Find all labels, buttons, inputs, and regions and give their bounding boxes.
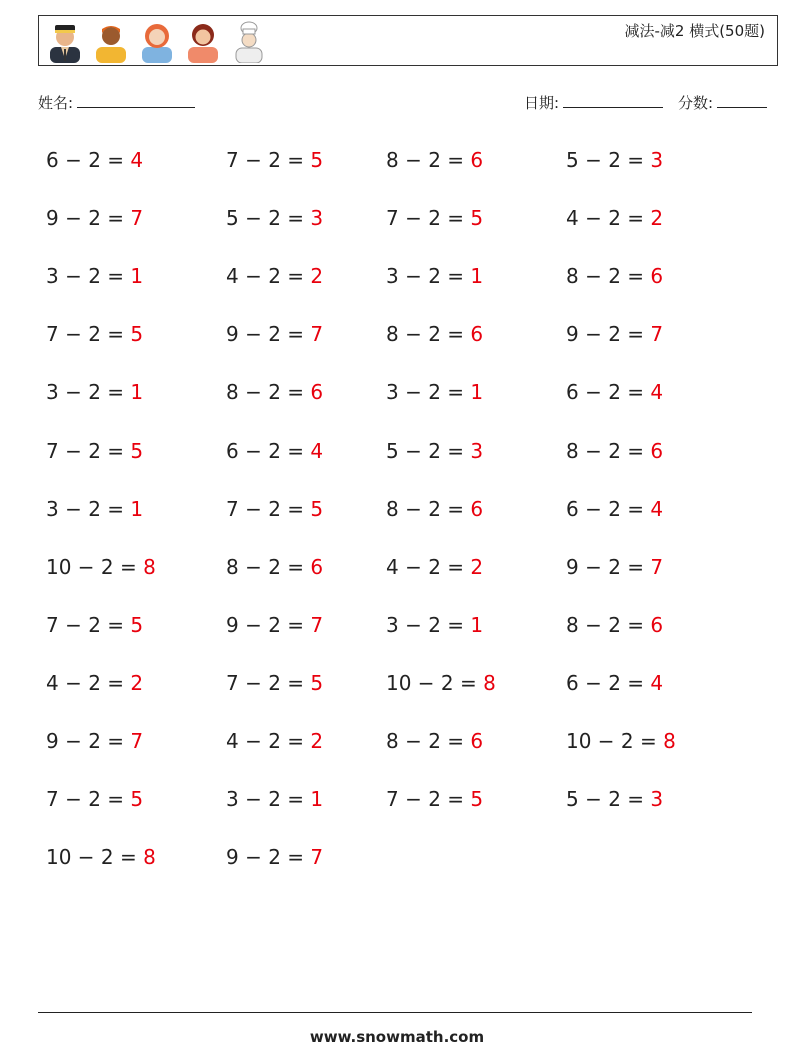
problem-answer: 6 [470,729,484,753]
problem-question: 4 − 2 = [46,670,131,695]
problem-item [386,380,483,404]
problem-question: 3 − 2 = [226,787,311,812]
woman-icon [138,19,176,63]
problem-item [46,439,143,463]
problem-question: 7 − 2 = [386,787,471,812]
problem-item [46,497,143,521]
problem-question: 7 − 2 = [46,438,131,463]
problem-question: 8 − 2 = [386,729,471,753]
problem-question: 4 − 2 = [226,264,311,289]
problem-item [566,671,663,695]
problem-answer: 3 [650,787,664,812]
problem-item [46,729,143,753]
problem-question: 6 − 2 = [46,148,131,172]
man-icon [92,19,130,63]
problem-item [46,845,156,869]
problem-answer: 8 [663,729,676,753]
problem-item [46,148,143,172]
problem-answer: 1 [130,380,144,405]
problem-question: 6 − 2 = [566,670,651,695]
problem-answer: 6 [650,438,664,463]
problem-question: 8 − 2 = [566,264,651,289]
problem-item [226,613,323,637]
worksheet-header [38,15,778,66]
problem-item [46,613,143,637]
problem-item [386,497,483,521]
date-line [563,93,663,108]
problem-item [46,671,143,695]
problem-question: 7 − 2 = [46,787,131,812]
footer-divider [38,1012,752,1013]
problem-item [226,729,323,753]
problem-answer: 6 [470,148,484,172]
problem-question: 4 − 2 = [226,729,311,753]
problem-question: 9 − 2 = [226,612,311,637]
problem-answer: 2 [310,729,324,753]
problem-question: 9 − 2 = [46,206,131,231]
problem-question: 3 − 2 = [46,380,131,405]
problem-answer: 5 [470,787,484,812]
problem-question: 8 − 2 = [226,554,311,579]
problem-answer: 2 [130,670,144,695]
problem-question: 7 − 2 = [226,670,311,695]
problem-answer: 5 [130,787,144,812]
problem-answer: 1 [470,264,484,289]
problem-item [566,380,663,404]
problem-answer: 6 [650,264,664,289]
problem-item [386,206,483,230]
problem-answer: 2 [310,264,324,289]
problem-answer: 3 [310,206,324,231]
problem-item [566,439,663,463]
problem-question: 3 − 2 = [386,612,471,637]
problem-answer: 1 [310,787,324,812]
problem-question: 3 − 2 = [46,496,131,521]
problem-answer: 7 [650,554,664,579]
problem-question: 8 − 2 = [566,612,651,637]
problem-answer: 4 [650,496,664,521]
score-line [717,93,767,108]
problem-question: 7 − 2 = [226,496,311,521]
problem-item [566,555,663,579]
problem-item [226,148,323,172]
problem-question: 9 − 2 = [226,845,311,870]
problem-item [226,497,323,521]
problem-item [226,264,323,288]
problem-answer: 4 [310,438,324,463]
problem-item [386,264,483,288]
date-field[interactable] [524,92,663,113]
problem-question: 10 − 2 = [566,729,664,753]
girl-icon [184,19,222,63]
problem-question: 8 − 2 = [386,496,471,521]
problem-question: 9 − 2 = [566,322,651,347]
problem-answer: 2 [470,554,484,579]
problem-item [566,264,663,288]
problem-answer: 1 [130,496,144,521]
problem-item [46,322,143,346]
problem-question: 3 − 2 = [46,264,131,289]
problem-item [566,729,676,753]
problem-item [226,787,323,811]
problem-question: 9 − 2 = [566,554,651,579]
problem-item [46,264,143,288]
problem-answer: 1 [470,380,484,405]
name-field[interactable] [38,92,195,113]
problem-question: 4 − 2 = [386,554,471,579]
problem-question: 9 − 2 = [46,729,131,753]
problem-question: 8 − 2 = [566,438,651,463]
name-line [77,93,195,108]
problem-item [386,787,483,811]
problem-question: 7 − 2 = [46,322,131,347]
problem-question: 5 − 2 = [386,438,471,463]
problem-question: 9 − 2 = [226,322,311,347]
problem-item [226,206,323,230]
problem-question: 10 − 2 = [386,670,484,695]
problem-answer: 5 [310,496,324,521]
problem-question: 3 − 2 = [386,264,471,289]
problem-answer: 5 [310,670,324,695]
problem-item [386,613,483,637]
problem-question: 3 − 2 = [386,380,471,405]
problem-answer: 7 [650,322,664,347]
problem-answer: 8 [143,554,156,579]
problem-question: 5 − 2 = [566,148,651,172]
problem-answer: 8 [483,670,496,695]
problem-answer: 6 [650,612,664,637]
problem-answer: 4 [650,670,664,695]
problem-item [386,439,483,463]
problem-answer: 3 [650,148,664,172]
problem-item [226,322,323,346]
problem-item [226,380,323,404]
problem-item [226,439,323,463]
problem-item [226,555,323,579]
problem-item [46,787,143,811]
pilot-icon [46,19,84,63]
problem-question: 6 − 2 = [566,496,651,521]
score-field[interactable] [678,92,767,113]
date-label: 日期: [524,94,560,112]
name-label: 姓名: [38,94,74,112]
problem-item [386,555,483,579]
problem-answer: 5 [130,322,144,347]
problem-question: 7 − 2 = [226,148,311,172]
problem-answer: 8 [143,845,156,870]
problem-answer: 5 [130,612,144,637]
problem-answer: 7 [310,612,324,637]
problem-answer: 7 [310,845,324,870]
avatar-strip [46,19,268,63]
problem-question: 7 − 2 = [386,206,471,231]
problem-item [566,322,663,346]
problem-question: 6 − 2 = [566,380,651,405]
problem-question: 7 − 2 = [46,612,131,637]
problem-item [566,497,663,521]
problem-question: 4 − 2 = [566,206,651,231]
problem-item [226,671,323,695]
problem-item [566,613,663,637]
footer-url: www.snowmath.com [309,1028,485,1046]
problem-answer: 5 [470,206,484,231]
problem-answer: 5 [310,148,324,172]
problem-answer: 6 [470,322,484,347]
problem-question: 10 − 2 = [46,554,144,579]
problem-question: 6 − 2 = [226,438,311,463]
problem-answer: 4 [650,380,664,405]
problem-item [566,787,663,811]
problem-question: 8 − 2 = [386,322,471,347]
problem-question: 10 − 2 = [46,845,144,870]
problem-item [386,322,483,346]
problem-answer: 5 [130,438,144,463]
problem-answer: 1 [470,612,484,637]
chef-icon [230,19,268,63]
problem-answer: 4 [130,148,144,172]
problem-question: 5 − 2 = [226,206,311,231]
problem-item [386,148,483,172]
problem-answer: 6 [310,380,324,405]
worksheet-title: 减法-减2 横式(50题) [624,22,765,40]
problem-question: 5 − 2 = [566,787,651,812]
problem-answer: 6 [310,554,324,579]
problem-answer: 7 [130,206,144,231]
score-label: 分数: [678,94,714,112]
problem-item [46,380,143,404]
problem-question: 8 − 2 = [386,148,471,172]
problem-question: 8 − 2 = [226,380,311,405]
problem-item [226,845,323,869]
problem-item [46,206,143,230]
problem-answer: 6 [470,496,484,521]
problem-answer: 2 [650,206,664,231]
problem-item [46,555,156,579]
problem-answer: 7 [130,729,144,753]
problem-answer: 1 [130,264,144,289]
problem-answer: 7 [310,322,324,347]
problem-item [386,671,496,695]
problem-item [566,206,663,230]
problem-answer: 3 [470,438,484,463]
problem-item [566,148,663,172]
problem-item [386,729,483,753]
